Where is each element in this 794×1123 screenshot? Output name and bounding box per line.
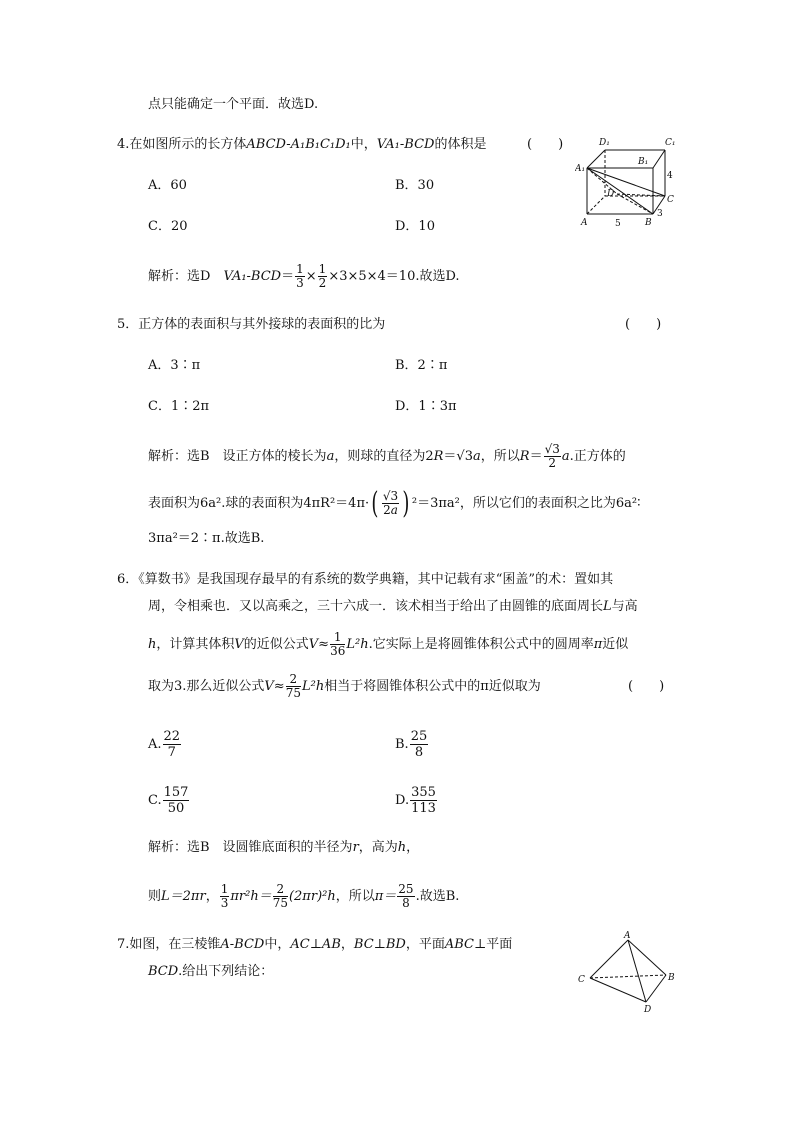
q4-stem-text: 4.在如图所示的长方体: [117, 137, 247, 152]
solution-math: (2πr)²h: [288, 889, 336, 904]
fraction-sqrt3-2: $\frac{√3}{2}$: [544, 442, 560, 470]
q5-option-A: A．3∶π: [148, 358, 201, 373]
stem-text: ，计算其体积: [156, 637, 235, 652]
stem-text: ⊥平面: [474, 937, 513, 952]
solution-math: h: [397, 840, 407, 855]
q6-option-A: A. $\frac{22}{7}$: [148, 729, 181, 760]
label-C: C: [667, 195, 674, 205]
label-C1: C₁: [665, 138, 676, 148]
q4-stem-text: 中，: [350, 137, 377, 152]
q4-option-A: A．60: [148, 178, 187, 193]
q4-option-C: C．20: [148, 219, 188, 234]
stem-math: ABC: [444, 937, 475, 952]
fraction-355-113: $\frac{355}{113}$: [411, 785, 436, 816]
label-B: B: [668, 973, 675, 983]
stem-math: V: [234, 637, 244, 652]
solution-text: ，则球的直径为2: [334, 449, 434, 464]
fraction-1-2: $\frac{1}{2}$: [318, 262, 327, 290]
label-D: D: [644, 1005, 652, 1015]
question-6-line-3: [148, 630, 628, 660]
solution-text: ，所以: [335, 889, 375, 904]
solution-math: R: [433, 449, 444, 464]
solution-math: R: [519, 449, 530, 464]
question-5-stem: 5．正方体的表面积与其外接球的表面积的比为: [117, 317, 386, 332]
solution-text: ，高为: [358, 840, 398, 855]
stem-text: ，: [340, 937, 354, 952]
stem-text: .它实际上是将圆锥体积公式中的圆周率: [368, 637, 594, 652]
fraction-22-7: $\frac{22}{7}$: [163, 729, 181, 760]
fraction-157-50: $\frac{157}{50}$: [163, 785, 189, 816]
question-4-stem: [117, 135, 486, 155]
label-4: 4: [667, 171, 673, 181]
fraction-2-75: $\frac{2}{75}$: [272, 882, 288, 910]
solution-text: 解析：选B 设正方体的棱长为: [148, 449, 327, 464]
fraction-25-8: $\frac{25}{8}$: [398, 882, 414, 910]
question-6-line-1: 6．《算数书》是我国现存最早的有系统的数学典籍，其中记载有求“囷盖”的术：置如其: [117, 572, 614, 587]
q5-solution-line-3: 3πa²＝2∶π.故选B.: [148, 531, 265, 546]
question-6-line-4: [148, 672, 541, 702]
solution-text: ，: [205, 889, 219, 904]
label-C: C: [578, 975, 585, 985]
label-5: 5: [615, 219, 621, 229]
q5-solution-line-2: [148, 487, 640, 521]
question-6-line-2: [148, 597, 638, 617]
solution-math: L＝2πr: [161, 889, 206, 904]
solution-text: ²＝3πa²，所以它们的表面积之比为6a²∶: [411, 496, 641, 511]
q6-option-B: B. $\frac{25}{8}$: [395, 729, 428, 760]
fraction-2-75: $\frac{2}{75}$: [285, 672, 301, 700]
stem-math: V≈: [264, 679, 285, 694]
label-D: D: [607, 189, 615, 199]
stem-text: 7.如图，在三棱锥: [117, 937, 221, 952]
q6-solution-line-1: [148, 838, 419, 858]
q5-option-C: C．1∶2π: [148, 399, 210, 414]
question-7-line-1: [117, 935, 512, 955]
solution-text: ，所以: [480, 449, 520, 464]
solution-text: 则: [148, 889, 162, 904]
solution-text: ×3×5×4＝10.故选D.: [328, 269, 460, 284]
label-A: A: [581, 218, 588, 228]
q4-option-D: D．10: [395, 219, 435, 234]
sqrt-3: √3: [456, 449, 473, 464]
question-7-line-2: [148, 962, 273, 982]
solution-text: 解析：选B 设圆锥底面积的半径为: [148, 840, 353, 855]
label-B1: B₁: [638, 157, 649, 167]
stem-text: ，平面: [405, 937, 445, 952]
stem-math: L: [603, 599, 612, 614]
label-B: B: [645, 218, 652, 228]
stem-math: π: [593, 637, 603, 652]
answer-bracket: ( ): [628, 679, 665, 694]
q5-solution-line-1: [148, 442, 626, 472]
q5-option-D: D．1∶3π: [395, 399, 457, 414]
stem-math: L²h: [301, 679, 325, 694]
solution-text: ×: [305, 269, 317, 284]
solution-text: ＝: [443, 449, 457, 464]
fraction-1-36: $\frac{1}{36}$: [330, 630, 346, 658]
stem-math: BC⊥BD: [353, 937, 406, 952]
solution-text: ＝: [529, 449, 543, 464]
label-A: A: [624, 931, 631, 941]
stem-text: 与高: [611, 599, 638, 614]
stem-math: AC⊥AB: [290, 937, 341, 952]
solution-math: r: [352, 840, 359, 855]
q5-option-B: B．2∶π: [395, 358, 448, 373]
stem-text: 相当于将圆锥体积公式中的π近似取为: [324, 679, 541, 694]
stem-text: 近似: [602, 637, 629, 652]
solution-math: πr²h＝: [230, 889, 272, 904]
stem-math: h: [148, 637, 157, 652]
q4-stem-math: VA₁-BCD: [376, 137, 435, 152]
solution-math: a: [472, 449, 481, 464]
stem-text: 周，令相乘也．又以高乘之，三十六成一．该术相当于给出了由圆锥的底面周长: [148, 599, 604, 614]
q4-solution: [148, 262, 460, 292]
label-A1: A₁: [575, 164, 586, 174]
q6-option-C: C. $\frac{157}{50}$: [148, 785, 189, 816]
stem-text: .给出下列结论：: [178, 964, 274, 979]
solution-text: .故选B.: [415, 889, 460, 904]
q4-stem-math: ABCD: [246, 137, 287, 152]
fraction-1-3: $\frac{1}{3}$: [296, 262, 304, 290]
stem-math: L²h: [346, 637, 369, 652]
stem-math: V≈: [308, 637, 330, 652]
text-line: [148, 95, 318, 115]
solution-text: ＝: [281, 269, 295, 284]
q4-stem-text: 的体积是: [434, 137, 487, 152]
stem-text: 取为3.那么近似公式: [148, 679, 265, 694]
solution-math: π＝: [374, 889, 397, 904]
answer-bracket: ( ): [527, 137, 564, 152]
solution-math: a: [326, 449, 335, 464]
stem-math: BCD: [148, 964, 179, 979]
fraction-1-3: $\frac{1}{3}$: [220, 882, 229, 910]
label-3: 3: [657, 209, 663, 219]
stem-text: 中，: [264, 937, 291, 952]
label-D1: D₁: [599, 138, 610, 148]
solution-text: .正方体的: [569, 449, 626, 464]
q6-solution-line-2: [148, 881, 459, 913]
fraction-25-8: $\frac{25}{8}$: [410, 729, 428, 760]
q4-option-B: B．30: [395, 178, 435, 193]
right-paren: ): [402, 485, 410, 521]
stem-math: A-BCD: [220, 937, 265, 952]
stem-text: 的近似公式: [243, 637, 309, 652]
solution-math: VA₁-BCD: [223, 269, 282, 284]
solution-label: 解析：选D: [148, 269, 224, 284]
solution-math: a: [561, 449, 570, 464]
fraction-sqrt3-2-a: $\frac{√3}{2a}$: [382, 489, 399, 517]
q4-stem-math: -A₁B₁C₁D₁: [286, 137, 351, 152]
answer-bracket: ( ): [625, 317, 662, 332]
solution-text: ，: [406, 840, 420, 855]
q6-option-D: D. $\frac{355}{113}$: [395, 785, 436, 816]
left-paren: (: [371, 485, 379, 521]
continuation-text: 点只能确定一个平面．故选D.: [148, 97, 319, 112]
cuboid-figure: [575, 132, 685, 232]
solution-text: 表面积为6a².球的表面积为4πR²＝4π·: [148, 496, 370, 511]
tetrahedron-figure: [574, 930, 684, 1015]
